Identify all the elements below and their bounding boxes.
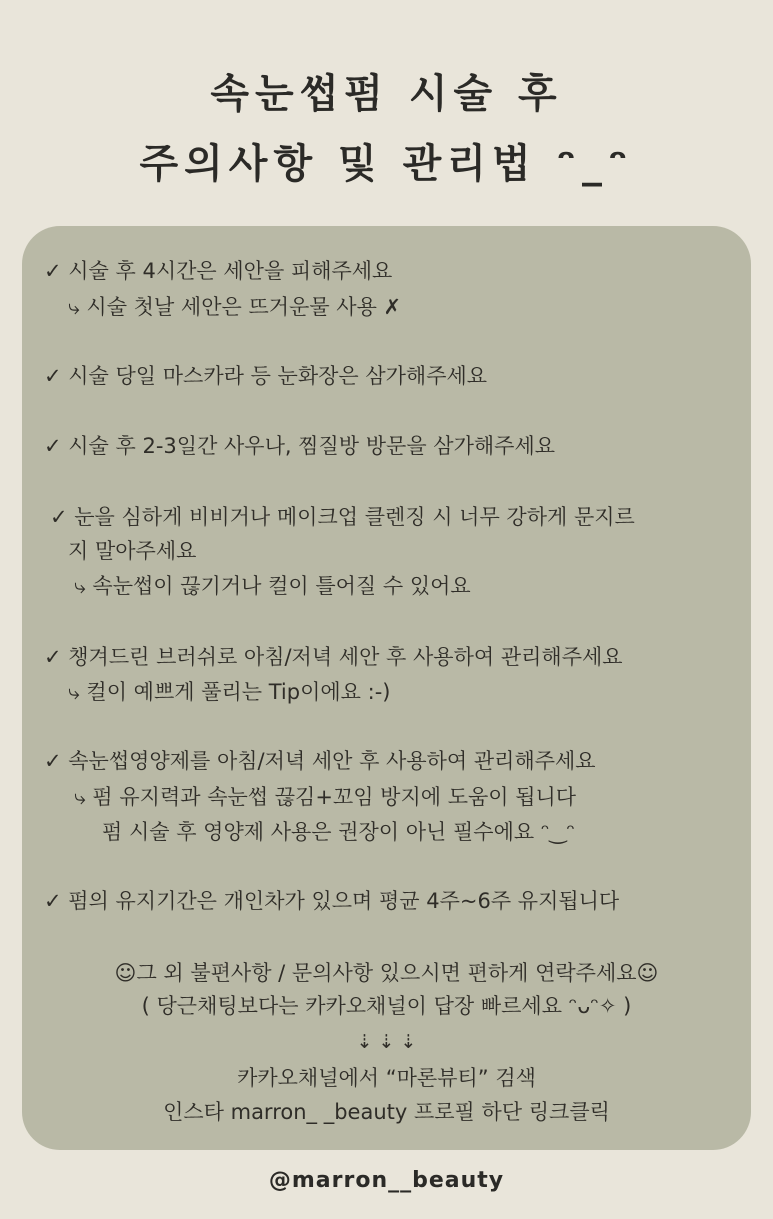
page-title-line-1: 속눈썹펌 시술 후 (210, 71, 563, 117)
notice-item-4-continued: 지 말아주세요 (68, 539, 197, 563)
notice-item-4: ✓ 눈을 심하게 비비거나 메이크업 클렌징 시 너무 강하게 문지르 (50, 505, 635, 529)
kakao-channel-note: 카카오채널에서 “마론뷰티” 검색 (237, 1066, 536, 1090)
notice-item-3: ✓ 시술 후 2-3일간 사우나, 찜질방 방문을 삼가해주세요 (44, 434, 556, 458)
notice-item-1: ✓ 시술 후 4시간은 세안을 피해주세요 (44, 259, 393, 283)
notice-item-7: ✓ 펌의 유지기간은 개인차가 있으며 평균 4주~6주 유지됩니다 (44, 889, 620, 913)
notice-item-6: ✓ 속눈썹영양제를 아침/저녁 세안 후 사용하여 관리해주세요 (44, 749, 596, 773)
notice-subitem-4: ⤷ 속눈썹이 끊기거나 컬이 틀어질 수 있어요 (74, 574, 471, 598)
contact-subnote: ( 당근채팅보다는 카카오채널이 답장 빠르세요 ᵔᴗᵔ✧ ) (141, 994, 632, 1018)
notice-item-2: ✓ 시술 당일 마스카라 등 눈화장은 삼가해주세요 (44, 364, 488, 388)
footer-handle: @marron__beauty (268, 1168, 505, 1193)
notice-subitem-6b: 펌 시술 후 영양제 사용은 권장이 아닌 필수에요 ᵔ‿ᵔ (102, 820, 576, 844)
notice-subitem-1: ⤷ 시술 첫날 세안은 뜨거운물 사용 ✗ (68, 295, 402, 319)
page-title-line-2: 주의사항 및 관리법 ᵔ_ᵔ (139, 141, 634, 187)
contact-note: ☺그 외 불편사항 / 문의사항 있으시면 편하게 연락주세요☺ (114, 961, 659, 985)
instagram-note: 인스타 marron_ _beauty 프로필 하단 링크클릭 (163, 1100, 610, 1124)
notice-item-5: ✓ 챙겨드린 브러쉬로 아침/저녁 세안 후 사용하여 관리해주세요 (44, 645, 623, 669)
notice-subitem-6a: ⤷ 펌 유지력과 속눈썹 끊김+꼬임 방지에 도움이 됩니다 (74, 785, 577, 809)
notice-subitem-5: ⤷ 컬이 예쁘게 풀리는 Tip이에요 :-) (68, 680, 391, 704)
down-arrows: ⇣ ⇣ ⇣ (356, 1031, 417, 1053)
